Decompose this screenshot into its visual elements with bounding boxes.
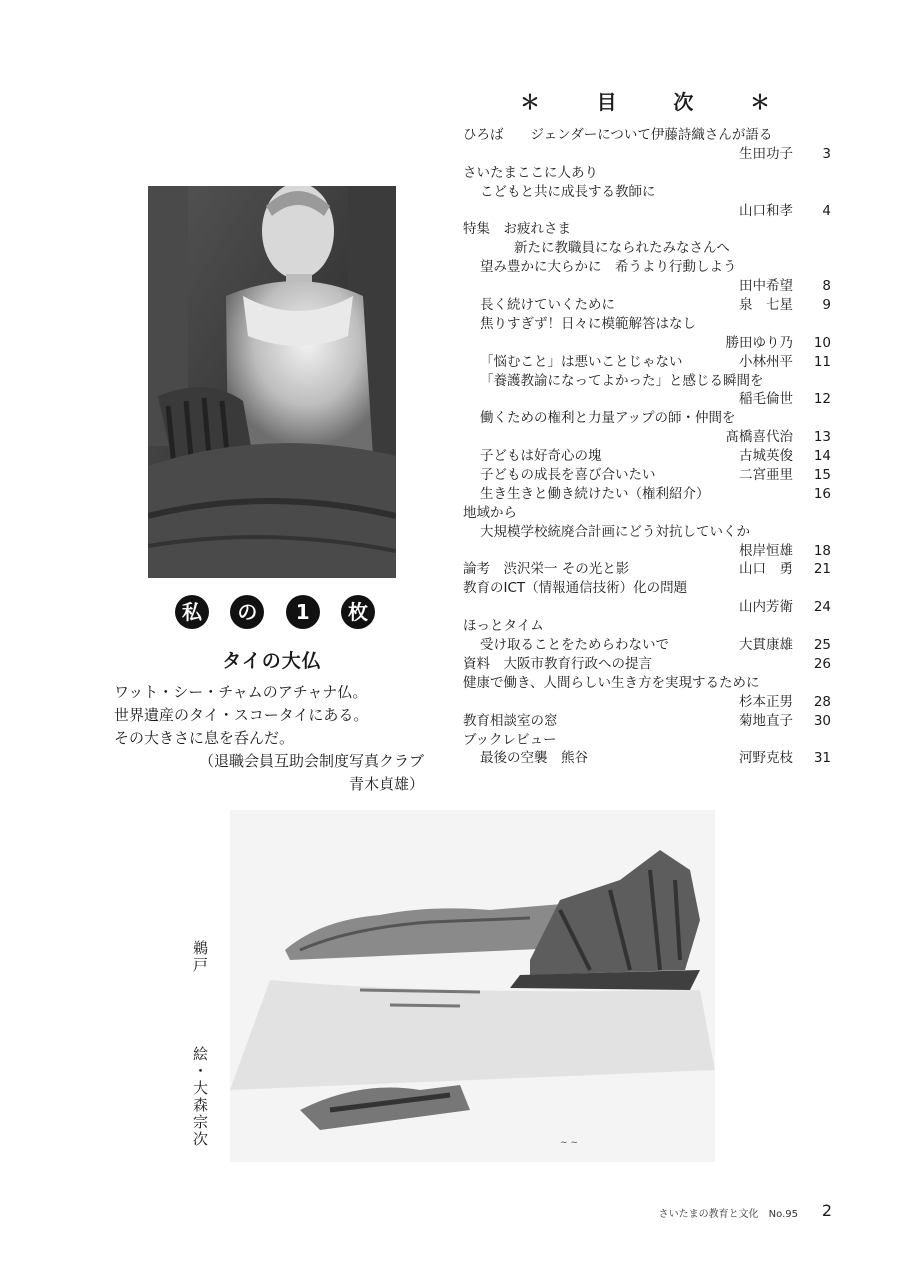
toc-entry-author: 泉 七星 xyxy=(739,297,793,314)
toc-entry-page: 15 xyxy=(813,467,831,484)
toc-entry-author: 杉本正男 xyxy=(739,693,793,710)
toc-entry-author: 二宮亜里 xyxy=(739,467,793,484)
toc-entry xyxy=(463,220,831,239)
toc-entry-author: 生田功子 xyxy=(739,145,793,162)
toc-entry-author: 河野克枝 xyxy=(739,750,793,767)
toc-entry-author: 田中希望 xyxy=(739,278,793,295)
toc-entry xyxy=(463,674,831,693)
toc-entry xyxy=(463,145,831,164)
painting-place: 鵜戸 xyxy=(191,940,209,974)
toc-entry-title: 健康で働き、人間らしい生き方を実現するために xyxy=(463,674,760,691)
toc-entry xyxy=(463,636,831,655)
toc-entry-author: 山口 勇 xyxy=(739,561,793,578)
toc-entry-title: 「養護教諭になってよかった」と感じる瞬間を xyxy=(480,372,764,389)
toc-entry-page: 16 xyxy=(813,485,831,502)
toc-entry-page: 18 xyxy=(813,542,831,559)
toc-entry xyxy=(463,202,831,221)
toc-entry xyxy=(463,409,831,428)
toc-entry xyxy=(463,731,831,750)
toc-entry-title: ブックレビュー xyxy=(463,731,557,748)
toc-entry-title: 教育相談室の窓 xyxy=(463,712,558,729)
toc-title: ＊ 目 次 ＊ xyxy=(520,90,770,114)
toc-entry-page: 3 xyxy=(822,145,831,162)
toc-entry xyxy=(463,579,831,598)
photo-description: ワット・シー・チャムのアチャナ仏。 世界遺産のタイ・スコータイにある。 その大きさに息を呑んだ。 （退職会員互助会制度写真クラブ 青木貞雄） xyxy=(114,681,424,796)
toc-entry xyxy=(463,504,831,523)
buddha-photo xyxy=(148,186,396,578)
toc-entry-title: 教育のICT（情報通信技術）化の問題 xyxy=(463,580,688,597)
table-of-contents xyxy=(463,126,831,768)
udo-painting xyxy=(230,810,715,1162)
toc-entry-page: 24 xyxy=(813,599,831,616)
toc-entry-title: 資料 大阪市教育行政への提言 xyxy=(463,655,652,672)
painting-artist: 絵・大森宗次 xyxy=(191,1046,209,1148)
badge: 1 xyxy=(286,595,320,629)
toc-entry-author: 山口和孝 xyxy=(739,202,793,219)
badge: 枚 xyxy=(341,595,375,629)
toc-entry-title: 焦りすぎず！日々に模範解答はなし xyxy=(480,315,696,332)
toc-entry xyxy=(463,749,831,768)
toc-entry-title: こどもと共に成長する教師に xyxy=(480,183,656,200)
toc-entry xyxy=(463,372,831,391)
toc-entry-title: 最後の空襲 熊谷 xyxy=(480,750,588,767)
toc-entry-page: 8 xyxy=(822,278,831,295)
toc-entry-page: 25 xyxy=(813,637,831,654)
toc-entry-author: 古城英俊 xyxy=(739,448,793,465)
toc-entry-title: 長く続けていくために xyxy=(480,297,615,314)
toc-entry xyxy=(463,485,831,504)
toc-entry-title: 地域から xyxy=(463,504,517,521)
toc-entry xyxy=(463,617,831,636)
toc-entry-author: 勝田ゆり乃 xyxy=(725,334,793,351)
toc-entry xyxy=(463,428,831,447)
toc-entry-page: 13 xyxy=(813,429,831,446)
toc-entry xyxy=(463,239,831,258)
svg-text:~ ~: ~ ~ xyxy=(560,1138,578,1148)
badge: 私 xyxy=(175,595,209,629)
toc-entry xyxy=(463,693,831,712)
toc-entry xyxy=(463,353,831,372)
toc-entry-author: 山内芳衛 xyxy=(739,599,793,616)
toc-entry-page: 26 xyxy=(813,655,831,672)
toc-entry xyxy=(463,523,831,542)
toc-entry-page: 12 xyxy=(813,391,831,408)
toc-entry xyxy=(463,126,831,145)
toc-entry xyxy=(463,258,831,277)
toc-entry xyxy=(463,296,831,315)
toc-entry-title: 受け取ることをためらわないで xyxy=(480,637,669,654)
toc-entry-title: 論考 渋沢栄一 その光と影 xyxy=(463,561,630,578)
toc-entry-title: 「悩むこと」は悪いことじゃない xyxy=(480,353,683,370)
my-one-shot-badges xyxy=(175,594,375,630)
toc-entry xyxy=(463,542,831,561)
toc-entry xyxy=(463,560,831,579)
toc-entry-page: 31 xyxy=(813,750,831,767)
toc-entry-author: 菊地直子 xyxy=(739,712,793,729)
toc-entry-page: 9 xyxy=(822,297,831,314)
toc-entry xyxy=(463,390,831,409)
toc-entry-author: 根岸恒雄 xyxy=(739,542,793,559)
toc-entry-title: ほっとタイム xyxy=(463,618,544,635)
toc-entry-page: 14 xyxy=(813,448,831,465)
toc-entry-page: 21 xyxy=(813,561,831,578)
photo-title: タイの大仏 xyxy=(222,650,322,672)
toc-entry xyxy=(463,183,831,202)
toc-entry-page: 28 xyxy=(813,693,831,710)
toc-entry-author: 小林州平 xyxy=(739,353,793,370)
badge: の xyxy=(230,595,264,629)
toc-entry-title: 大規模学校統廃合計画にどう対抗していくか xyxy=(480,523,750,540)
toc-entry xyxy=(463,447,831,466)
toc-entry xyxy=(463,334,831,353)
publication-name: さいたまの教育と文化 No.95 xyxy=(658,1209,798,1220)
toc-entry-title: 望み豊かに大らかに 希うより行動しよう xyxy=(480,259,737,276)
toc-entry-page: 11 xyxy=(813,353,831,370)
toc-entry-author: 大貫康雄 xyxy=(739,637,793,654)
toc-entry-title: 生き生きと働き続けたい（権利紹介） xyxy=(480,485,710,502)
toc-entry-title: 子どもの成長を喜び合いたい xyxy=(480,467,656,484)
toc-entry-author: 稲毛倫世 xyxy=(739,391,793,408)
toc-entry-title: ひろば ジェンダーについて伊藤詩織さんが語る xyxy=(463,127,773,143)
toc-entry-author: 髙橋喜代治 xyxy=(725,429,793,446)
toc-entry xyxy=(463,655,831,674)
toc-entry-title: 特集 お疲れさま xyxy=(463,221,571,238)
toc-entry xyxy=(463,315,831,334)
toc-entry-title: 働くための権利と力量アップの師・仲間を xyxy=(480,410,736,427)
toc-entry xyxy=(463,277,831,296)
toc-entry xyxy=(463,466,831,485)
toc-entry-title: 新たに教職員になられたみなさんへ xyxy=(514,240,730,257)
toc-entry-title: 子どもは好奇心の塊 xyxy=(480,448,602,465)
toc-entry xyxy=(463,712,831,731)
page-number: 2 xyxy=(821,1201,832,1220)
photo-credit: 青木貞雄） xyxy=(348,775,424,793)
toc-entry-page: 4 xyxy=(822,202,831,219)
toc-entry xyxy=(463,598,831,617)
toc-entry-page: 10 xyxy=(813,334,831,351)
toc-entry-title: さいたまここに人あり xyxy=(463,164,598,181)
toc-entry-page: 30 xyxy=(813,712,831,729)
toc-entry xyxy=(463,164,831,183)
